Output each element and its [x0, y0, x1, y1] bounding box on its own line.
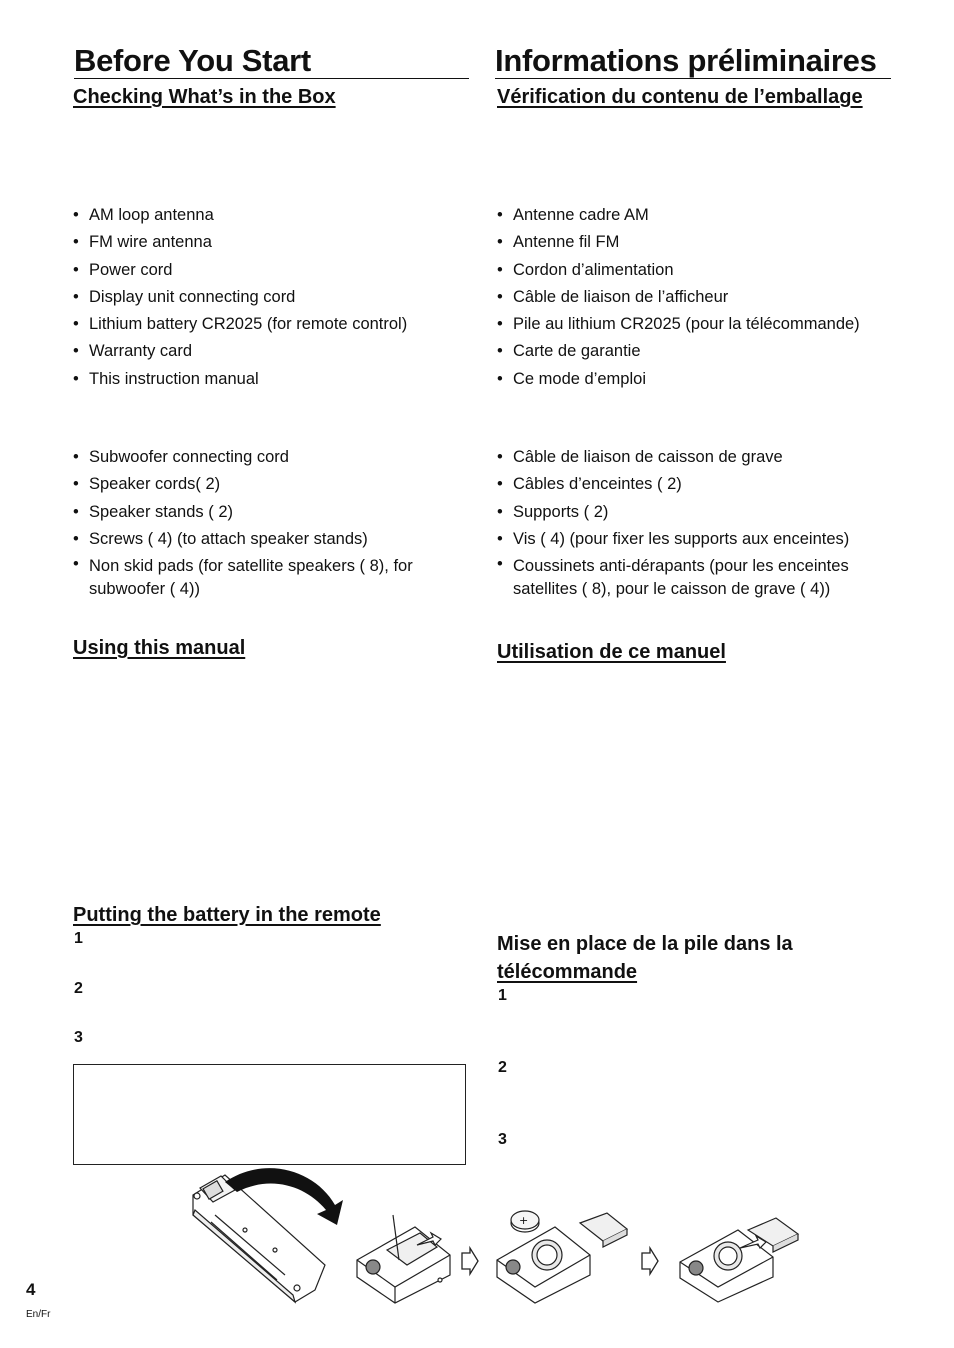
list-item: • Lithium battery CR2025 (for remote control) — [73, 311, 458, 338]
step-number: 1 — [498, 987, 507, 1004]
list-item: • Cordon d’alimentation — [497, 257, 887, 284]
remote-cover-open-illustration — [355, 1205, 455, 1305]
list-item: • Display unit connecting cord — [73, 284, 458, 311]
speaker-items-list-en — [73, 444, 458, 603]
list-item: • Speaker cords( 2) — [73, 471, 458, 498]
battery-heading-fr-line2: télécommande — [497, 961, 638, 983]
battery-heading-fr-line1: Mise en place de la pile dans la — [497, 933, 793, 955]
manual-heading-en: Using this manual — [73, 637, 246, 659]
page-number: 4 — [26, 1280, 36, 1299]
remote-back-illustration — [185, 1170, 345, 1305]
checking-heading-fr: Vérification du contenu de l’emballage — [497, 86, 863, 108]
battery-insert-illustration — [495, 1205, 635, 1305]
list-item: • AM loop antenna — [73, 202, 458, 229]
manual-heading-fr: Utilisation de ce manuel — [497, 641, 726, 663]
box-items-list-en — [73, 202, 458, 393]
list-item: • Power cord — [73, 257, 458, 284]
box-items-list-fr — [497, 202, 887, 393]
list-item: • Ce mode d’emploi — [497, 366, 887, 393]
list-item: • Câble de liaison de l’afficheur — [497, 284, 887, 311]
language-code: En/Fr — [26, 1309, 51, 1320]
step-number: 3 — [74, 1029, 83, 1046]
speaker-items-list-fr — [497, 444, 887, 603]
list-item: • Coussinets anti-dérapants (pour les enceintes satellites ( 8), pour le caisson de grave ( 4)) — [497, 553, 887, 603]
page-title-en: Before You Start — [74, 44, 469, 79]
list-item: • Pile au lithium CR2025 (pour la télécommande) — [497, 311, 887, 338]
svg-text:+: + — [519, 1214, 529, 1227]
page-title-fr: Informations préliminaires — [495, 44, 891, 79]
step-number: 3 — [498, 1131, 507, 1148]
list-item: • Non skid pads (for satellite speakers ( 8), for subwoofer ( 4)) — [73, 553, 458, 603]
note-box — [73, 1064, 466, 1165]
list-item: • Speaker stands ( 2) — [73, 499, 458, 526]
list-item: • Warranty card — [73, 338, 458, 365]
list-item: • FM wire antenna — [73, 229, 458, 256]
list-item: • Screws ( 4) (to attach speaker stands) — [73, 526, 458, 553]
list-item: • Carte de garantie — [497, 338, 887, 365]
list-item: • Subwoofer connecting cord — [73, 444, 458, 471]
step-number: 1 — [74, 930, 83, 947]
list-item: • Câble de liaison de caisson de grave — [497, 444, 887, 471]
list-item: • Vis ( 4) (pour fixer les supports aux enceintes) — [497, 526, 887, 553]
list-item: • Antenne fil FM — [497, 229, 887, 256]
next-step-arrow-icon — [640, 1247, 660, 1275]
battery-installed-illustration — [678, 1212, 808, 1304]
list-item: • This instruction manual — [73, 366, 458, 393]
checking-heading-en: Checking What’s in the Box — [73, 86, 336, 108]
step-number: 2 — [498, 1059, 507, 1076]
step-number: 2 — [74, 980, 83, 997]
list-item: • Câbles d’enceintes ( 2) — [497, 471, 887, 498]
next-step-arrow-icon — [460, 1247, 480, 1275]
list-item: • Supports ( 2) — [497, 499, 887, 526]
list-item: • Antenne cadre AM — [497, 202, 887, 229]
battery-heading-en: Putting the battery in the remote — [73, 904, 381, 926]
